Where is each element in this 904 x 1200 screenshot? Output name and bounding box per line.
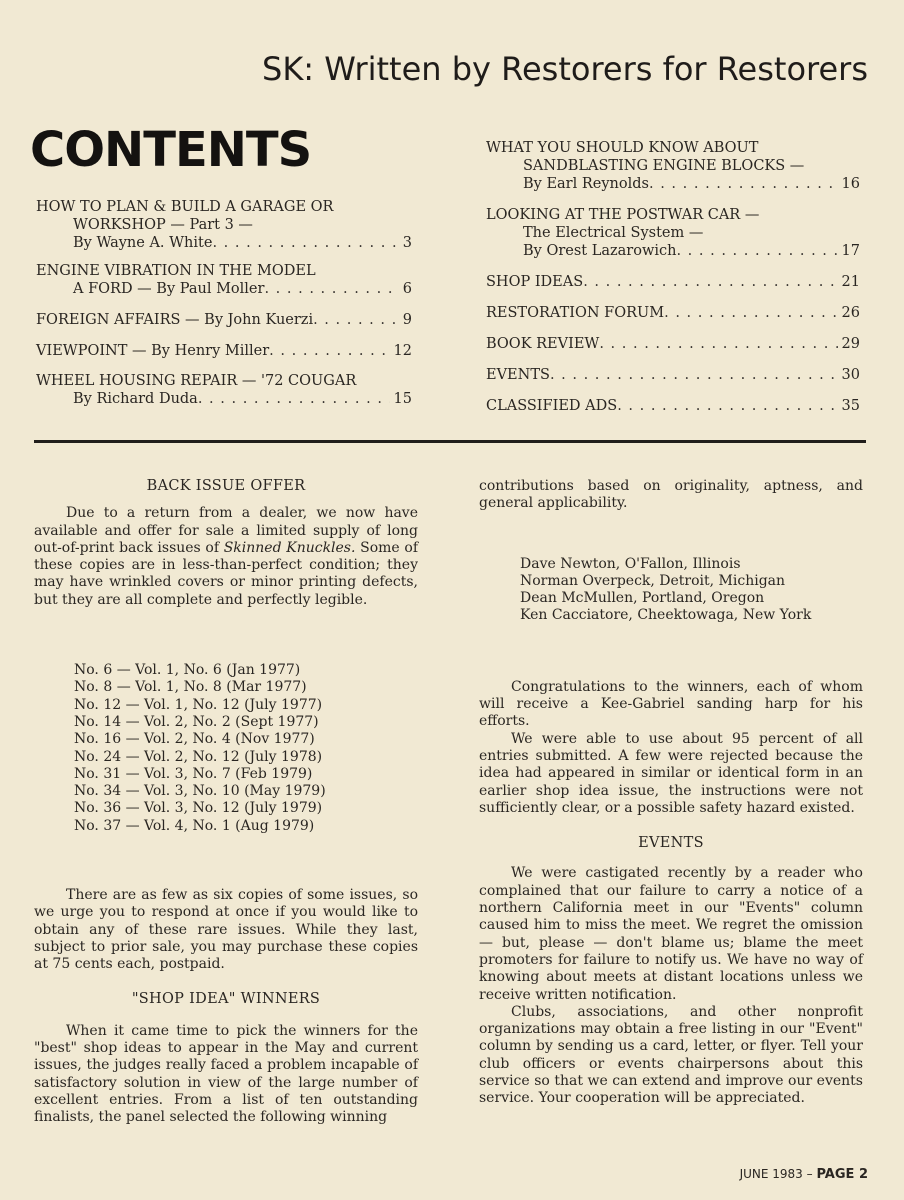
shop-idea-paragraph: When it came time to pick the winners for the "best" shop ideas to appear in the May and current issues, the judges really faced a problem incapable of satisfactory solution in view of the large number of excellent entries. From a list of ten outstanding finalists, the panel selected the following winning <box>34 1022 418 1126</box>
toc-leader-dots <box>649 175 838 193</box>
list-item: Ken Cacciatore, Cheektowaga, New York <box>520 607 812 624</box>
toc-entry-garage[interactable] <box>36 198 412 252</box>
list-item: Norman Overpeck, Detroit, Michigan <box>520 572 786 589</box>
toc-page-number: 29 <box>841 336 860 352</box>
shop-idea-paragraph: We were able to use about 95 percent of all entries submitted. A few were rejected because the idea had appeared in similar or identical form in an earlier shop idea issue, the instructions were not sufficiently clear, or a possible safety hazard existed. <box>479 730 863 816</box>
toc-entry-title: EVENTS <box>486 367 550 383</box>
list-item: No. 8 — Vol. 1, No. 8 (Mar 1977) <box>74 679 307 696</box>
issue-date: JUNE 1983 – <box>739 1167 813 1181</box>
toc-entry-shop-ideas[interactable] <box>486 273 860 291</box>
list-item: No. 14 — Vol. 2, No. 2 (Sept 1977) <box>74 713 319 730</box>
toc-page-number: 3 <box>402 235 412 251</box>
toc-leader-dots <box>599 335 837 353</box>
shop-idea-paragraph: Congratulations to the winners, each of whom will receive a Kee-Gabriel sanding harp for his efforts. <box>479 678 863 730</box>
toc-entry-wheel-housing[interactable] <box>36 372 412 408</box>
toc-leader-dots <box>583 273 837 291</box>
page-number: PAGE 2 <box>816 1167 868 1182</box>
toc-entry-title: WHEEL HOUSING REPAIR — '72 COUGAR <box>36 373 357 389</box>
left-body-column <box>34 478 418 1127</box>
toc-entry-title: WORKSHOP — Part 3 — <box>73 217 253 233</box>
toc-left-column <box>36 198 412 408</box>
toc-entry-title: SANDBLASTING ENGINE BLOCKS — <box>523 158 805 174</box>
toc-page-number: 16 <box>841 176 860 192</box>
toc-entry-events[interactable] <box>486 366 860 384</box>
toc-entry-book-review[interactable] <box>486 335 860 353</box>
list-item: No. 6 — Vol. 1, No. 6 (Jan 1977) <box>74 662 301 679</box>
toc-leader-dots <box>617 397 837 415</box>
toc-page-number: 9 <box>402 312 412 328</box>
list-item: No. 36 — Vol. 3, No. 12 (July 1979) <box>74 800 323 817</box>
right-body-column <box>479 478 863 1108</box>
toc-entry-title: The Electrical System — <box>523 225 704 241</box>
toc-entry-title: SHOP IDEAS <box>486 274 584 290</box>
toc-right-column <box>486 139 860 415</box>
toc-leader-dots <box>198 390 390 408</box>
toc-entry-author: By Orest Lazarowich <box>523 243 677 259</box>
list-item: Dave Newton, O'Fallon, Illinois <box>520 555 741 572</box>
toc-leader-dots <box>676 242 837 260</box>
toc-entry-title: HOW TO PLAN & BUILD A GARAGE OR <box>36 199 334 215</box>
toc-page-number: 6 <box>402 281 412 297</box>
toc-page-number: 30 <box>841 367 860 383</box>
list-item: No. 12 — Vol. 1, No. 12 (July 1977) <box>74 696 323 713</box>
toc-entry-restoration-forum[interactable] <box>486 304 860 322</box>
list-item: Dean McMullen, Portland, Oregon <box>520 590 765 607</box>
list-item: No. 34 — Vol. 3, No. 10 (May 1979) <box>74 783 326 800</box>
toc-page-number: 26 <box>841 305 860 321</box>
winners-list <box>479 556 863 625</box>
toc-entry-author: By Earl Reynolds <box>523 176 649 192</box>
back-issue-list <box>34 662 418 835</box>
toc-entry-author: By Wayne A. White <box>73 235 213 251</box>
toc-entry-viewpoint[interactable] <box>36 342 412 360</box>
toc-entry-author: By Richard Duda <box>73 391 198 407</box>
toc-entry-title: LOOKING AT THE POSTWAR CAR — <box>486 207 760 223</box>
toc-entry-title: BOOK REVIEW <box>486 336 600 352</box>
list-item: No. 31 — Vol. 3, No. 7 (Feb 1979) <box>74 765 313 782</box>
toc-leader-dots <box>313 311 399 329</box>
shop-idea-paragraph: contributions based on originality, aptness, and general applicability. <box>479 478 863 512</box>
events-heading: EVENTS <box>638 835 704 852</box>
text-run: Due to a return from a dealer, we now have available and offer for sale a limited supply of long out-of-print back issues of <box>34 505 418 556</box>
page-footer <box>740 1167 868 1182</box>
toc-entry-sandblasting[interactable] <box>486 139 860 193</box>
toc-leader-dots <box>264 280 398 298</box>
toc-entry-title: FOREIGN AFFAIRS — By John Kuerzi <box>36 312 314 328</box>
toc-leader-dots <box>212 234 398 252</box>
back-issue-paragraph: There are as few as six copies of some issues, so we urge you to respond at once if you would like to obtain any of these rare issues. While they last, subject to prior sale, you may purchase these copies at 75 cents each, postpaid. <box>34 887 418 973</box>
toc-entry-title: ENGINE VIBRATION IN THE MODEL <box>36 263 316 279</box>
magazine-title: Skinned Knuckles. <box>223 539 356 556</box>
toc-entry-title: A FORD — By Paul Moller <box>73 281 265 297</box>
toc-leader-dots <box>269 342 389 360</box>
toc-page-number: 21 <box>841 274 860 290</box>
toc-entry-title: VIEWPOINT — By Henry Miller <box>36 343 270 359</box>
list-item: No. 16 — Vol. 2, No. 4 (Nov 1977) <box>74 731 315 748</box>
list-item: No. 37 — Vol. 4, No. 1 (Aug 1979) <box>74 817 315 834</box>
toc-page-number: 12 <box>393 343 412 359</box>
toc-page-number: 17 <box>841 243 860 259</box>
toc-entry-engine-vibration[interactable] <box>36 262 412 298</box>
toc-entry-title: RESTORATION FORUM <box>486 305 665 321</box>
toc-entry-postwar-car[interactable] <box>486 206 860 260</box>
events-paragraph: We were castigated recently by a reader who complained that our failure to carry a notice of a northern California meet in our "Events" column caused him to miss the meet. We regret the omission — but, please — don't blame us; blame the meet promoters for failure to notify us. We have no way of knowing about meets at distant locations unless we receive written notification. <box>479 865 863 1003</box>
magazine-tagline: SK: Written by Restorers for Restorers <box>262 50 868 88</box>
toc-leader-dots <box>664 304 837 322</box>
toc-entry-title: CLASSIFIED ADS <box>486 398 618 414</box>
back-issue-paragraph <box>34 505 418 609</box>
shop-idea-heading: "SHOP IDEA" WINNERS <box>131 990 321 1007</box>
contents-heading: CONTENTS <box>30 122 312 178</box>
toc-entry-title: WHAT YOU SHOULD KNOW ABOUT <box>486 140 759 156</box>
toc-entry-foreign-affairs[interactable] <box>36 311 412 329</box>
text-run: Some of these copies are in less-than-perfect condition; they may have wrinkled covers or minor printing defects, but they are all complete and perfectly legible. <box>34 539 419 608</box>
list-item: No. 24 — Vol. 2, No. 12 (July 1978) <box>74 748 323 765</box>
toc-page-number: 15 <box>393 391 412 407</box>
toc-page-number: 35 <box>841 398 860 414</box>
back-issue-heading: BACK ISSUE OFFER <box>146 478 306 494</box>
events-paragraph: Clubs, associations, and other nonprofit organizations may obtain a free listing in our "Event" column by sending us a card, letter, or flyer. Tell your club officers or events chairpersons about this service so that we can extend and improve our events service. Your cooperation will be appreciated. <box>479 1003 863 1107</box>
section-divider <box>34 440 866 443</box>
toc-leader-dots <box>550 366 838 384</box>
toc-entry-classified-ads[interactable] <box>486 397 860 415</box>
